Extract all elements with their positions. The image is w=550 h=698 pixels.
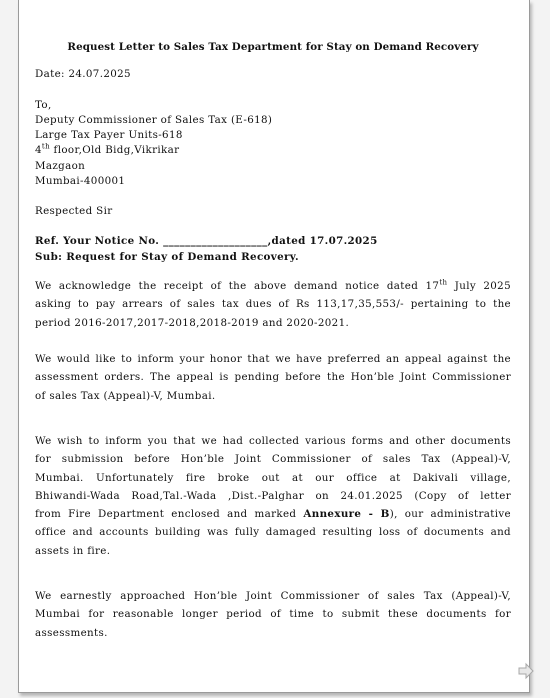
next-page-arrow-icon[interactable]	[517, 662, 535, 680]
paragraph-2: We would like to inform your honor that we have preferred an appeal against the assessment orders. The appeal is pending before the Hon’ble Joint Commissioner of sales Tax (Appeal)-V, Mumbai.	[35, 353, 511, 402]
address-line-4: Mazgaon	[35, 160, 86, 172]
paragraph-4: We earnestly approached Hon’ble Joint Commissioner of sales Tax (Appeal)-V, Mumbai for reasonable longer period of time to submit these documents for assessments.	[35, 590, 511, 639]
address-to: To,	[35, 99, 52, 111]
address-line-1: Deputy Commissioner of Sales Tax (E-618)	[35, 114, 273, 126]
salutation: Respected Sir	[35, 205, 113, 217]
subject-line: Sub: Request for Stay of Demand Recovery.	[35, 251, 299, 263]
letter-title: Request Letter to Sales Tax Department for Stay on Demand Recovery	[67, 41, 479, 53]
address-line-2: Large Tax Payer Units-618	[35, 129, 183, 141]
paragraph-3: We wish to inform you that we had collected various forms and other documents for submission before Hon’ble Joint Commissioner of sales Tax (Appeal)-V, Mumbai. Unfortunately fire broke out at our office at Dakivali village, Bhiwandi-Wada Road,Tal.-Wada ,Dist.-Palghar on 24.01.2025 (Copy of letter from Fire Department enclosed and marked Annexure - B), our administrative office and accounts building was fully damaged resulting loss of documents and assets in fire.	[35, 435, 511, 557]
reference-line: Ref. Your Notice No. ___________________,dated 17.07.2025	[35, 235, 378, 247]
letter-date: Date: 24.07.2025	[35, 68, 131, 80]
paragraph-1: We acknowledge the receipt of the above demand notice dated 17th July 2025 asking to pay arrears of sales tax dues of Rs 113,17,35,553/- pertaining to the period 2016-2017,2017-2018,2018-2019 and 2020-2021.	[35, 278, 511, 329]
address-line-3: 4th floor,Old Bidg,Vikrikar	[35, 142, 180, 156]
annexure-label: Annexure - B	[303, 508, 390, 521]
document-page	[18, 0, 530, 693]
address-line-5: Mumbai-400001	[35, 175, 126, 187]
